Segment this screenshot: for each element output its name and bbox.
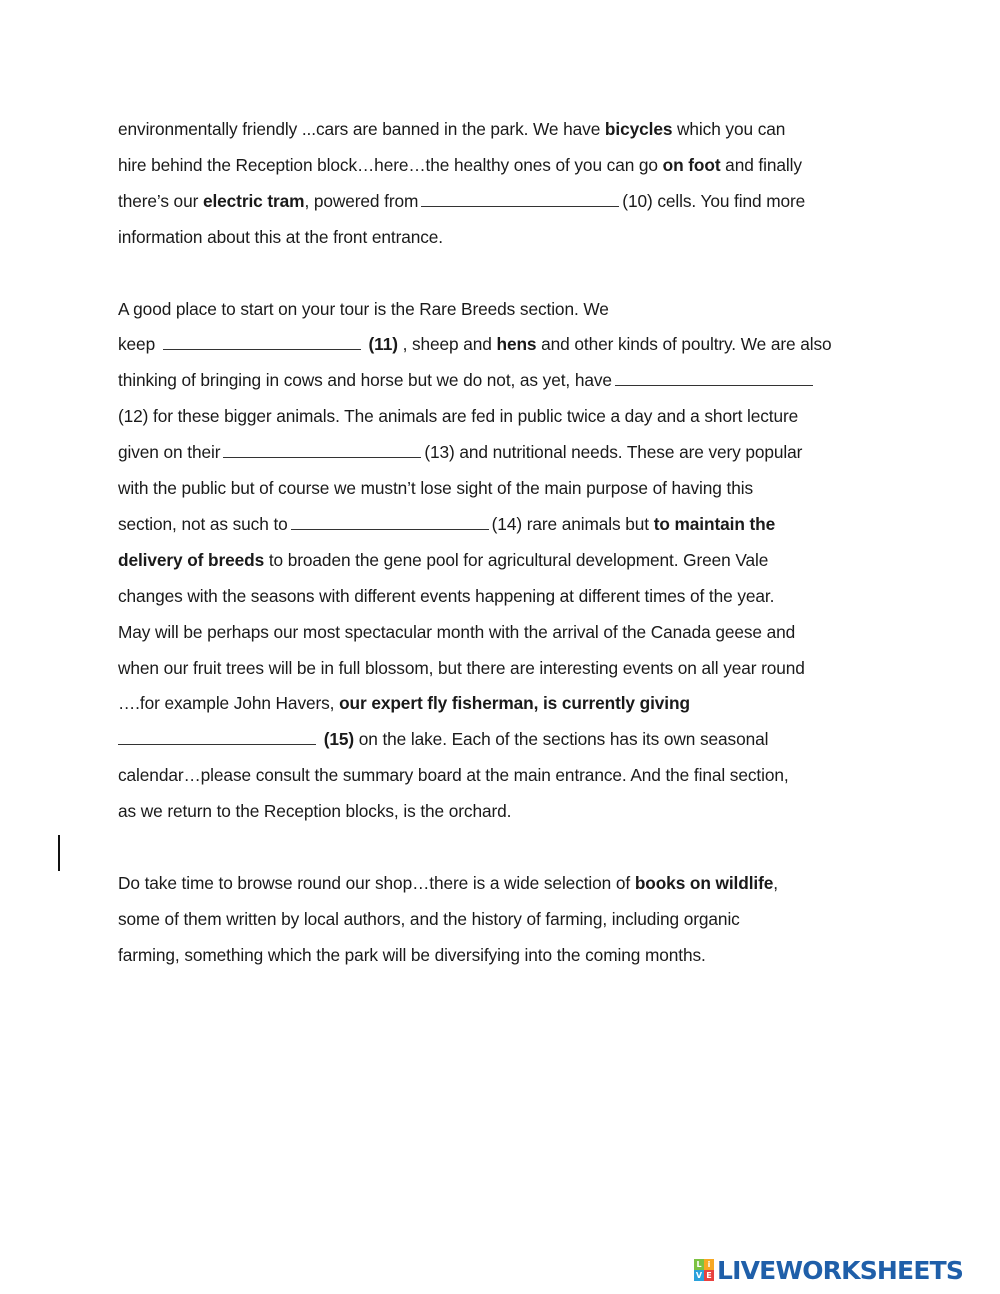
text-line <box>118 507 908 543</box>
text-run: which you can <box>672 119 786 139</box>
text-run: ….for example John Havers, <box>118 693 340 714</box>
text-line <box>118 220 908 256</box>
text-run: May will be perhaps our most spectacular month with the arrival of the Canada geese and <box>118 621 796 642</box>
text-run: information about this at the front entrance. <box>118 226 444 247</box>
text-line <box>118 435 908 471</box>
text-cursor <box>58 835 60 871</box>
text-run: calendar…please consult the summary board at the main entrance. And the final section, <box>118 765 789 786</box>
text-line <box>118 579 908 615</box>
text-run: A good place to start on your tour is the Rare Breeds section. We <box>118 298 609 319</box>
bold-text: our expert fly fisherman, is currently giving <box>339 693 690 714</box>
logo-mark-letter: E <box>704 1270 714 1281</box>
text-run: and other kinds of poultry. We are also <box>536 334 832 355</box>
bold-text: bicycles <box>604 119 673 139</box>
text-run: , sheep and <box>397 334 497 355</box>
text-run: Do take time to browse round our shop…there is a wide selection of <box>118 873 635 893</box>
text-line <box>118 292 908 328</box>
text-run: (13) and nutritional needs. These are very popular <box>424 442 803 463</box>
bold-text: (11) <box>368 334 398 355</box>
text-run: some of them written by local authors, and the history of farming, including organic <box>118 908 740 929</box>
text-line <box>118 399 908 435</box>
bold-text: hens <box>496 334 537 355</box>
logo-mark-letter: V <box>695 1271 703 1280</box>
answer-blank-15[interactable] <box>118 726 316 745</box>
text-run: and finally <box>720 154 802 175</box>
logo-text: LIVEWORKSHEETS <box>717 1255 964 1285</box>
text-run: hire behind the Reception block…here…the healthy ones of you can go <box>118 154 663 175</box>
text-line <box>118 866 908 902</box>
text-line <box>118 543 908 579</box>
text-run: , powered from <box>304 190 419 211</box>
text-run: as we return to the Reception blocks, is the orchard. <box>118 801 512 822</box>
bold-text: delivery of breeds <box>118 549 265 570</box>
paragraph-transport <box>118 112 908 256</box>
text-run: with the public but of course we mustn’t lose sight of the main purpose of having this <box>118 478 754 499</box>
text-line <box>118 327 908 363</box>
bold-text: books on wildlife <box>634 873 774 893</box>
text-line <box>118 148 908 184</box>
text-line <box>118 686 908 722</box>
text-run: (10) cells. You find more <box>622 190 806 211</box>
text-line <box>118 722 908 758</box>
bold-text: electric tram <box>202 190 305 211</box>
text-run: to broaden the gene pool for agricultural development. Green Vale <box>264 549 769 570</box>
logo-mark-icon <box>694 1259 714 1281</box>
bold-text: on foot <box>662 154 721 175</box>
text-run: , <box>773 873 778 893</box>
text-run: keep <box>118 334 160 355</box>
text-line <box>118 112 908 148</box>
text-run: changes with the seasons with different events happening at different times of the year. <box>118 585 775 606</box>
text-run: on the lake. Each of the sections has its own seasonal <box>354 729 769 750</box>
text-line <box>118 902 908 938</box>
paragraph-rare-breeds <box>118 292 908 831</box>
text-run: (14) rare animals but <box>491 513 654 534</box>
text-line <box>118 758 908 794</box>
text-run: farming, something which the park will be diversifying into the coming months. <box>118 944 706 965</box>
text-run: environmentally friendly ...cars are banned in the park. We have <box>118 119 605 139</box>
text-line <box>118 363 908 399</box>
text-run: section, not as such to <box>118 513 288 534</box>
text-run: given on their <box>118 442 221 463</box>
text-line <box>118 184 908 220</box>
logo-mark-letter: L <box>694 1259 704 1270</box>
text-line <box>118 615 908 651</box>
answer-blank-14[interactable] <box>291 511 489 530</box>
text-run: there’s our <box>118 190 203 211</box>
bold-text: to maintain the <box>653 513 776 534</box>
answer-blank-12[interactable] <box>615 367 813 386</box>
text-run: when our fruit trees will be in full blossom, but there are interesting events on all year round <box>118 657 805 678</box>
text-line <box>118 794 908 830</box>
liveworksheets-logo[interactable] <box>694 1256 963 1284</box>
bold-text: (15) <box>323 729 355 750</box>
worksheet-text <box>118 112 908 1010</box>
paragraph-shop <box>118 866 908 974</box>
text-line <box>118 471 908 507</box>
text-run: (12) for these bigger animals. The animals are fed in public twice a day and a short lecture <box>118 406 799 427</box>
text-line <box>118 651 908 687</box>
text-line <box>118 938 908 974</box>
logo-mark-letter: i <box>704 1259 714 1270</box>
answer-blank-11[interactable] <box>163 331 361 350</box>
answer-blank-13[interactable] <box>223 439 421 458</box>
text-run: thinking of bringing in cows and horse but we do not, as yet, have <box>118 370 612 391</box>
answer-blank-10[interactable] <box>421 188 619 207</box>
